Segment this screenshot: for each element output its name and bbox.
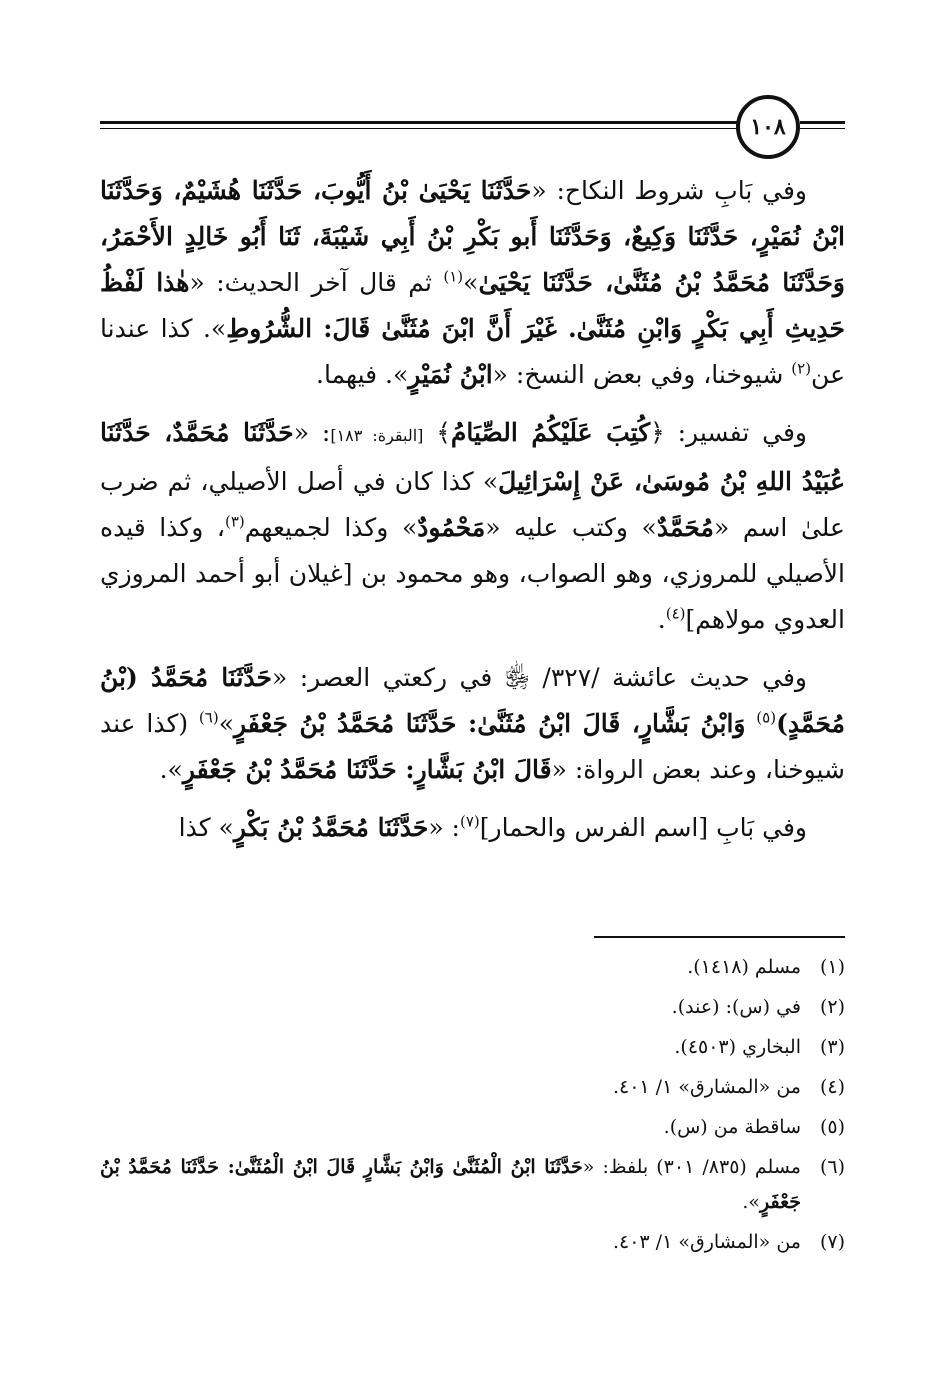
header-rule-thick-left bbox=[100, 121, 740, 124]
hadith-text: مَحْمُودٌ bbox=[417, 513, 486, 542]
footnote-text bbox=[100, 1030, 801, 1065]
hadith-text: قَالَ ابْنُ بَشَّارٍ: حَدَّثَنَا مُحَمَّدُ بْنُ جَعْفَرٍ bbox=[182, 755, 552, 784]
text-run: وفي تفسير: ﴿ bbox=[650, 418, 807, 447]
text-run: ثم قال آخر الحديث: « bbox=[189, 268, 444, 297]
quran-ref: [البقرة: ١٨٣] bbox=[330, 426, 424, 445]
footnote-number: (١) bbox=[819, 956, 845, 978]
footnote-text bbox=[100, 1070, 801, 1105]
text-run: » كذا bbox=[178, 813, 234, 842]
header-rule-thin-right bbox=[800, 128, 845, 129]
text-run: من «المشارق» ١/ ٤٠٣. bbox=[612, 1231, 801, 1253]
footnotes bbox=[100, 950, 845, 1265]
footnote-separator bbox=[594, 936, 845, 938]
page-header bbox=[100, 95, 845, 165]
hadith-text: حَدَّثَنَا مُحَمَّدُ بْنُ بَكْرٍ bbox=[233, 813, 429, 842]
footnote-number: (٣) bbox=[819, 1036, 845, 1058]
text-run: من «المشارق» ١/ ٤٠١. bbox=[612, 1076, 801, 1098]
text-run: شيوخنا، وفي بعض النسخ: « bbox=[492, 360, 792, 389]
footnote-text bbox=[100, 990, 801, 1025]
text-run: ، وكذا قيده الأصيلي للمروزي، وهو الصواب، وهو محمود بن [غيلان أبو أحمد المروزي العدوي مولاهم] bbox=[100, 513, 845, 634]
footnote-ref: (٢) bbox=[791, 359, 812, 378]
footnote-text bbox=[100, 1150, 801, 1220]
footnote-text bbox=[100, 1225, 801, 1260]
text-run: ». bbox=[159, 755, 183, 784]
footnote-ref: (٣) bbox=[225, 512, 245, 531]
footnote-ref: (١) bbox=[443, 267, 464, 286]
text-run: » bbox=[218, 709, 234, 738]
hadith-text: حَدَّثَنَا مُحَمَّدُ (بْنُ مُحَمَّدٍ) bbox=[100, 663, 845, 738]
text-run: في (س): (عند). bbox=[671, 996, 801, 1018]
text-run: مسلم (١٤١٨). bbox=[687, 956, 801, 978]
footnote bbox=[100, 1030, 845, 1065]
text-run: (كذا عند شيوخنا، وعند بعض الرواة: « bbox=[100, 709, 845, 784]
text-run: ﴾ bbox=[423, 418, 451, 447]
footnote bbox=[100, 1150, 845, 1220]
footnote-ref: (٧) bbox=[459, 812, 480, 831]
paragraph bbox=[100, 805, 845, 851]
footnote-number: (٥) bbox=[819, 1116, 845, 1138]
footnote-text bbox=[100, 950, 801, 985]
text-run: وفي بَابِ شروط النكاح: « bbox=[531, 176, 807, 205]
hadith-text: كُتِبَ عَلَيْكُمُ الصِّيَامُ bbox=[450, 418, 651, 447]
hadith-text: وَابْنُ بَشَّارٍ، قَالَ ابْنُ مُثَنَّىٰ: حَدَّثَنَا مُحَمَّدُ بْنُ جَعْفَرٍ bbox=[234, 709, 746, 738]
footnote bbox=[100, 990, 845, 1025]
footnote-number: (٤) bbox=[819, 1076, 845, 1098]
text-run: » كذا كان في أصل الأصيلي، ثم ضرب علىٰ اسم « bbox=[100, 467, 845, 542]
text-run: ». bbox=[742, 1191, 760, 1213]
footnote-ref: (٥) bbox=[756, 708, 777, 727]
page-number: ١٠٨ bbox=[736, 95, 800, 159]
text-run: » وكتب عليه « bbox=[485, 513, 657, 542]
text-run: وفي بَابِ [اسم الفرس والحمار] bbox=[479, 813, 807, 842]
text-run: ساقطة من (س). bbox=[663, 1116, 801, 1138]
footnote bbox=[100, 950, 845, 985]
text-run: . bbox=[657, 605, 666, 634]
hadith-text: حَدَّثَنَا يَحْيَىٰ بْنُ أَيُّوبَ، حَدَّثَنَا هُشَيْمٌ، وَحَدَّثَنَا ابْنُ نُمَيْرٍ، حَدَّثَنَا وَكِيعٌ، وَحَدَّثَنَا أَبو بَكْرِ بْنُ أَبِي شَيْبَةَ، ثَنَا أَبُو خَالِدٍ الأَحْمَرُ، وَحَدَّثَنَا مُحَمَّدُ بْنُ مُثَنَّىٰ، حَدَّثَنَا يَحْيَىٰ bbox=[100, 176, 845, 297]
footnote-ref: (٤) bbox=[665, 604, 686, 623]
footnote-number: (٦) bbox=[819, 1156, 845, 1178]
text-run: : « bbox=[428, 813, 460, 842]
text-run: ». فيهما. bbox=[316, 360, 409, 389]
footnote bbox=[100, 1110, 845, 1145]
footnote bbox=[100, 1225, 845, 1260]
main-text bbox=[100, 168, 845, 863]
text-run: » وكذا لجميعهم bbox=[244, 513, 418, 542]
paragraph bbox=[100, 410, 845, 643]
hadith-text: ابْنُ نُمَيْرٍ bbox=[408, 360, 493, 389]
text-run bbox=[745, 709, 756, 738]
hadith-text: هٰذا لَفْظُ حَدِيثِ أَبِي بَكْرٍ وَابْنِ مُثَنَّىٰ. غَيْرَ أَنَّ ابْنَ مُثَنَّىٰ قَالَ: الشُّرُوطِ bbox=[100, 268, 845, 343]
text-run: ». كذا عندنا عن bbox=[100, 314, 845, 389]
footnote-number: (٢) bbox=[819, 996, 845, 1018]
text-run: وفي حديث عائشة /٣٢٧/ ﵂ في ركعتي العصر: « bbox=[272, 663, 808, 692]
header-rule-thin-left bbox=[100, 128, 740, 129]
text-run: البخاري (٤٥٠٣). bbox=[674, 1036, 801, 1058]
header-rule-thick-right bbox=[800, 121, 845, 124]
footnote-text bbox=[100, 1110, 801, 1145]
footnote-ref: (٦) bbox=[198, 708, 219, 727]
text-run: مسلم (٨٣٥/ ٣٠١) بلفظ: « bbox=[582, 1156, 801, 1178]
text-run: » bbox=[463, 268, 479, 297]
hadith-text: حَدَّثَنَا مُحَمَّدٌ، حَدَّثَنَا عُبَيْدُ اللهِ بْنُ مُوسَىٰ، عَنْ إِسْرَائِيلَ bbox=[100, 418, 845, 496]
paragraph bbox=[100, 168, 845, 398]
footnote-number: (٧) bbox=[819, 1231, 845, 1253]
paragraph bbox=[100, 655, 845, 793]
text-run: : « bbox=[293, 418, 331, 447]
footnote bbox=[100, 1070, 845, 1105]
hadith-text: حَدَّثَنَا ابْنُ الْمُثَنَّىٰ وَابْنُ بَشَّارٍ قَالَ ابْنُ الْمُثَنَّىٰ: حَدَّثَنَا مُحَمَّدُ بْنُ جَعْفَرٍ bbox=[100, 1156, 801, 1213]
hadith-text: مُحَمَّدٌ bbox=[656, 513, 714, 542]
